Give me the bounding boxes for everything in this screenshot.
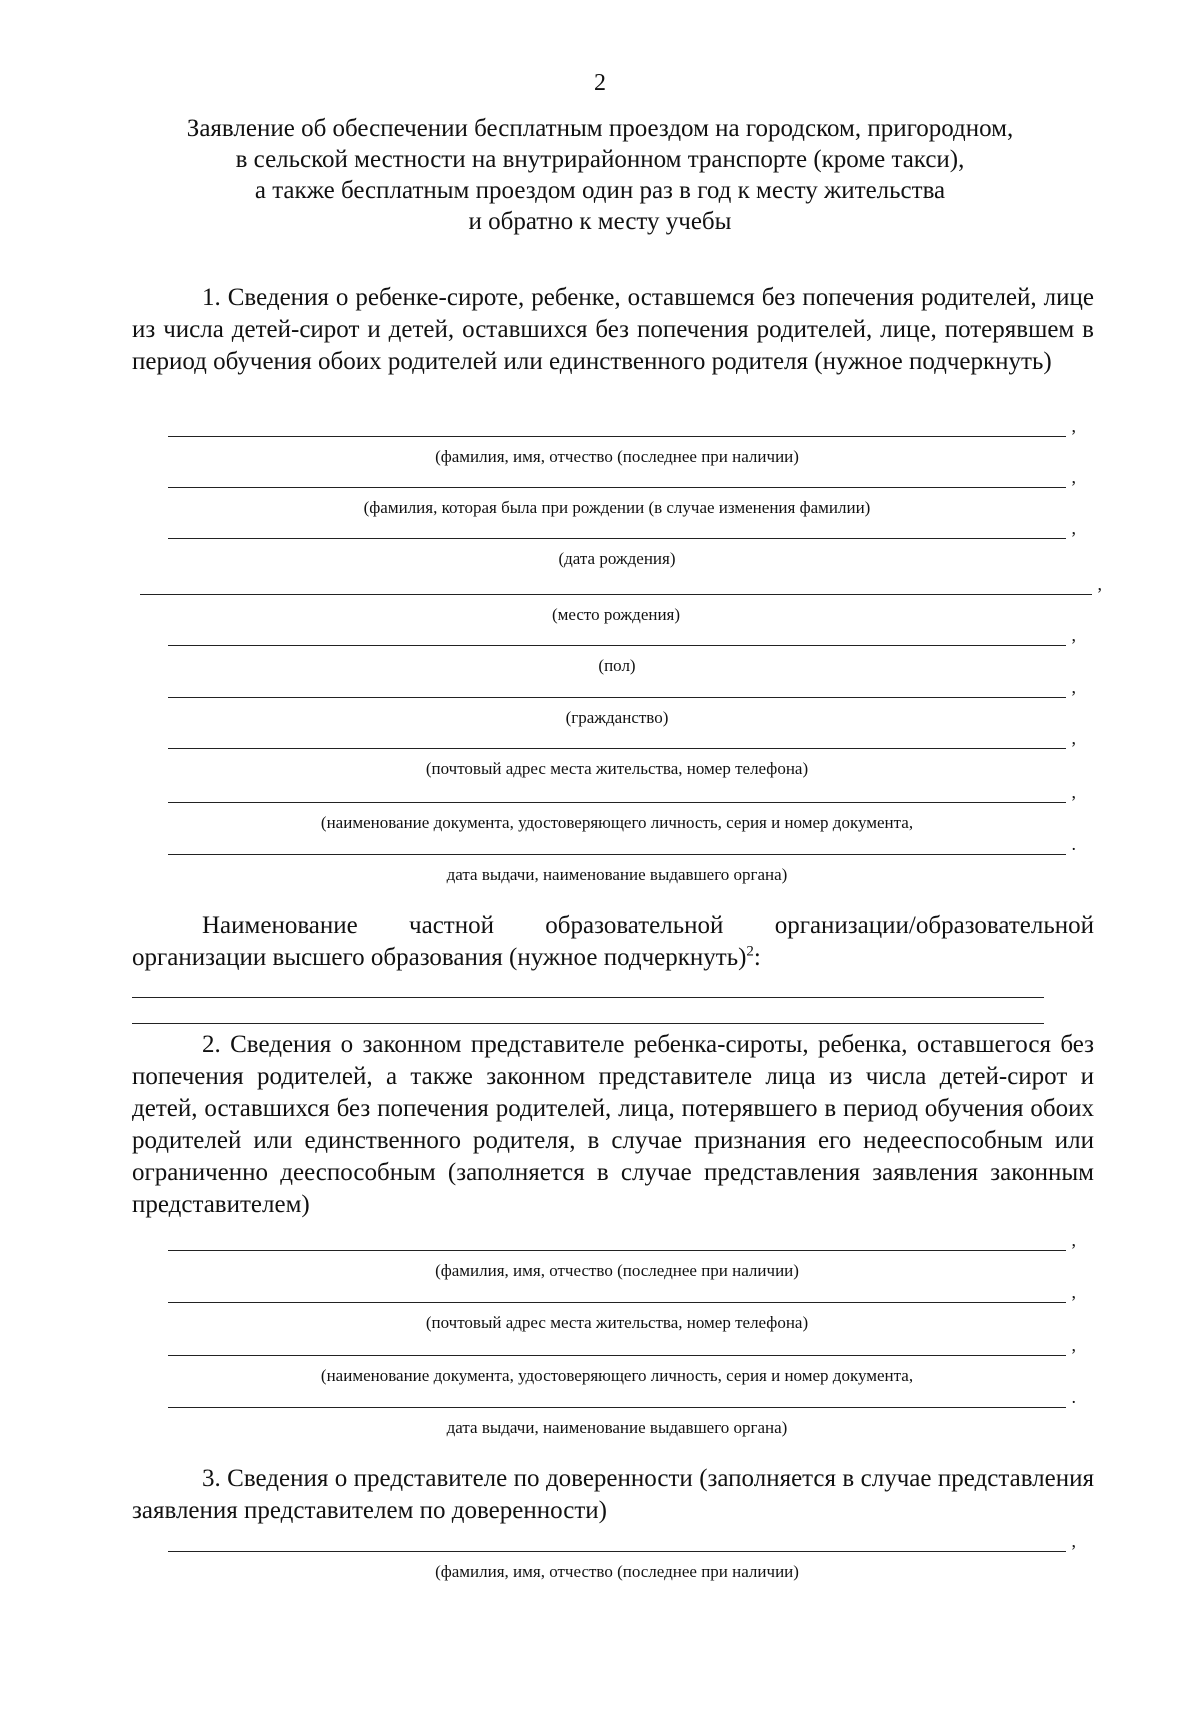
field-caption: (фамилия, имя, отчество (последнее при наличии) [435, 1261, 799, 1280]
guardian-id-document-field[interactable]: , (наименование документа, удостоверяющего личность, серия и номер документа, [168, 1355, 1076, 1415]
field-caption: дата выдачи, наименование выдавшего органа) [446, 865, 788, 884]
organization-name-line-1[interactable] [132, 997, 1044, 998]
title-line: Заявление об обеспечении бесплатным проездом на городском, пригородном, [186, 115, 1014, 142]
field-caption: (пол) [598, 656, 636, 675]
field-caption: (почтовый адрес места жительства, номер телефона) [425, 759, 809, 778]
address-phone-field[interactable]: , (почтовый адрес места жительства, номер телефона) [168, 748, 1076, 808]
field-caption: (фамилия, имя, отчество (последнее при наличии) [435, 1562, 799, 1581]
birth-surname-field[interactable]: , (фамилия, которая была при рождении (в случае изменения фамилии) [168, 487, 1076, 547]
field-caption: (фамилия, имя, отчество (последнее при наличии) [435, 447, 799, 466]
field-caption: (дата рождения) [558, 549, 676, 568]
page-number: 2 [594, 70, 606, 96]
field-caption: (почтовый адрес места жительства, номер телефона) [425, 1313, 809, 1332]
field-caption: (фамилия, которая была при рождении (в случае изменения фамилии) [363, 498, 871, 517]
citizenship-field[interactable]: , (гражданство) [168, 697, 1076, 757]
field-caption: дата выдачи, наименование выдавшего органа) [446, 1418, 788, 1437]
title-line: и обратно к месту учебы [468, 208, 732, 235]
field-caption: (место рождения) [551, 605, 681, 624]
footnote-marker: 2 [746, 943, 754, 960]
organization-name-line-2[interactable] [132, 1023, 1044, 1024]
child-full-name-field[interactable]: , (фамилия, имя, отчество (последнее при наличии) [168, 436, 1076, 496]
guardian-id-issue-field[interactable]: . дата выдачи, наименование выдавшего органа) [168, 1407, 1076, 1467]
guardian-address-phone-field[interactable]: , (почтовый адрес места жительства, номер телефона) [168, 1302, 1076, 1362]
section-3-text: 3. Сведения о представителе по доверенности (заполняется в случае представления заявления представителем по доверенности) [132, 1465, 1094, 1524]
proxy-full-name-field[interactable]: , (фамилия, имя, отчество (последнее при наличии) [168, 1551, 1076, 1611]
field-caption: (наименование документа, удостоверяющего личность, серия и номер документа, [320, 1366, 914, 1385]
organization-text: Наименование частной образовательной организации/образовательной организации высшего образования (нужное подчеркнуть)$^2$: [132, 912, 1094, 971]
id-document-field[interactable]: , (наименование документа, удостоверяющего личность, серия и номер документа, [168, 802, 1076, 862]
guardian-full-name-field[interactable]: , (фамилия, имя, отчество (последнее при наличии) [168, 1250, 1076, 1310]
title-line: а также бесплатным проездом один раз в год к месту жительства [254, 177, 946, 204]
birth-date-field[interactable]: , (дата рождения) [168, 538, 1076, 598]
field-caption: (наименование документа, удостоверяющего личность, серия и номер документа, [320, 813, 914, 832]
field-caption: (гражданство) [565, 708, 669, 727]
section-2-text: 2. Сведения о законном представителе ребенка-сироты, ребенка, оставшегося без попечения родителей, а также законном представителе лица из числа детей-сирот и детей, оставшихся без попечения родителей, лица, потерявшего в период обучения обоих родителей или единственного родителя, в случае признания его недееспособным или ограниченно дееспособным (заполняется в случае представления заявления законным представителем) [132, 1031, 1094, 1218]
birth-place-field[interactable]: , (место рождения) [140, 594, 1102, 654]
document-title [0, 113, 1200, 237]
id-issue-field[interactable]: . дата выдачи, наименование выдавшего органа) [168, 854, 1076, 914]
sex-field[interactable]: , (пол) [168, 645, 1076, 705]
title-line: в сельской местности на внутрирайонном транспорте (кроме такси), [235, 146, 965, 173]
section-1-text: 1. Сведения о ребенке-сироте, ребенке, оставшемся без попечения родителей, лице из числа детей-сирот и детей, оставшихся без попечения родителей, лице, потерявшем в период обучения обоих родителей или единственного родителя (нужное подчеркнуть) [132, 284, 1094, 375]
